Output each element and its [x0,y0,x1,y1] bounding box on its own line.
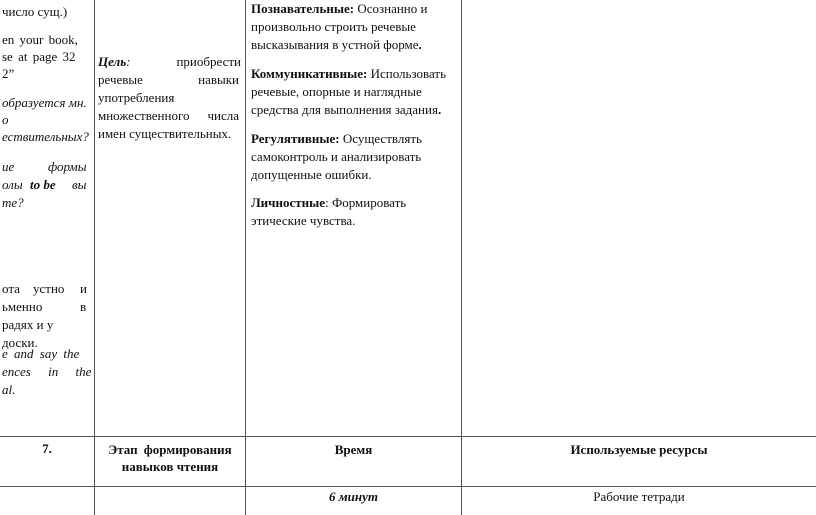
goal-colon: : [126,54,131,69]
time-value: 6 минут [329,489,378,504]
reg-line-1 [251,130,422,148]
goal-line-5: имен существительных. [98,126,232,141]
stage-title-line-1: Этап формирования [108,442,232,457]
col1-say-line-2: ences in the [2,364,92,379]
col1-q2-line-2a: олы [2,177,23,192]
col1-q2-line-2c: вы [72,177,87,192]
col1-en-line-3: 2” [2,66,15,81]
resources-header: Используемые ресурсы [570,442,708,457]
cog-text-3: высказывания в устной форме [251,37,419,52]
goal-line-4a: множественного [98,108,190,123]
goal-line-2a: речевые [98,72,143,87]
goal-line-1 [98,53,241,71]
col1-q2-line-3: те? [2,195,24,210]
reg-line-2: самоконтроль и анализировать [251,149,422,164]
col-divider-2 [245,0,246,515]
col1-work-line-1c: и [80,281,87,296]
cog-line-2: произвольно строить речевые [251,19,416,34]
col1-en-line-1: en your book, [2,32,78,47]
com-line-2: речевые, опорные и наглядные [251,84,422,99]
col-divider-1 [94,0,95,515]
col1-q1-line-3: ествительных? [2,129,89,144]
col1-q2-line-1b: формы [48,159,87,174]
col1-work-line-1b: устно [33,281,65,296]
com-dot: . [437,102,442,117]
goal-line-3: употребления [98,90,175,105]
pers-label: Личностные [251,195,326,210]
resources-value: Рабочие тетради [593,489,685,504]
col1-cell [0,0,92,436]
col1-work-line-1a: ота [2,281,20,296]
col1-work-line-2b: в [80,299,87,314]
com-line-3 [251,101,441,119]
goal-line-4b: числа [207,108,239,123]
col-divider-3 [461,0,462,515]
time-header: Время [334,442,373,457]
cog-text-1: Осознанно и [354,1,428,16]
stage-title-line-2: навыков чтения [121,459,219,474]
row-divider-1 [0,436,816,437]
col1-en-line-2: se at page 32 [2,49,76,64]
col1-q2-line-2b: to be [30,177,56,192]
com-line-1 [251,65,446,83]
goal-label: Цель [98,54,127,69]
row-divider-2 [0,486,816,487]
step-number: 7. [42,441,52,456]
reg-label: Регулятивные: [251,131,340,146]
cog-line-3 [251,36,422,54]
goal-line-1-rest: приобрести [176,54,241,69]
col1-line-noun-number: число сущ.) [2,4,68,19]
col3-cell [251,0,459,436]
pers-text-1: : Формировать [325,195,407,210]
col1-say-line-3: al. [2,382,16,397]
col1-work-line-2a: ьменно [2,299,43,314]
pers-line-1 [251,194,406,212]
goal-line-2b: навыки [198,72,239,87]
col1-work-line-3: радях и у доски. [2,317,54,350]
col2-cell [96,0,243,436]
reg-text-1: Осуществлять [339,131,422,146]
com-label: Коммуникативные: [251,66,368,81]
col1-say-line-1: e and say the [2,346,80,361]
cog-label: Познавательные: [251,1,355,16]
cog-line-1 [251,0,427,18]
col1-q1-line-2: о [2,112,9,127]
col1-q1-line-1: образуется мн. [2,95,87,110]
pers-line-2: этические чувства. [251,213,356,228]
col1-q2-line-1a: ие [2,159,15,174]
com-text-3: средства для выполнения задания [251,102,438,117]
com-text-1: Использовать [367,66,447,81]
reg-line-3: допущенные ошибки. [251,167,372,182]
cog-dot: . [418,37,422,52]
